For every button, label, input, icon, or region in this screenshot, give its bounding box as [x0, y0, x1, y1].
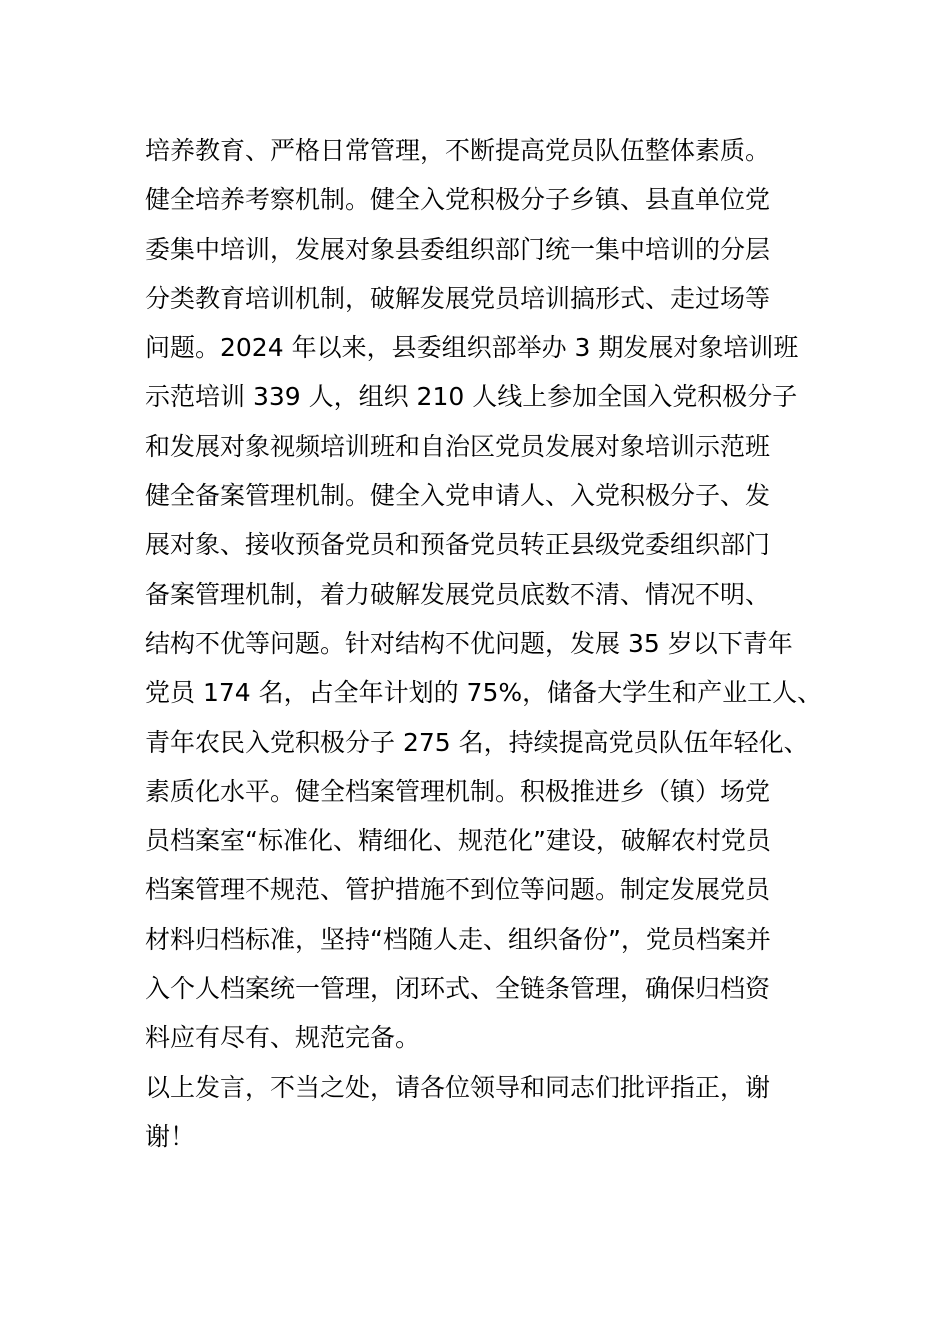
text-line: 材料归档标准，坚持“档随人走、组织备份”，党员档案并: [145, 924, 771, 954]
text-line: 问题。2024 年以来，县委组织部举办 3 期发展对象培训班: [145, 333, 799, 363]
text-line: 党员 174 名，占全年计划的 75%，储备大学生和产业工人、: [145, 678, 823, 708]
text-line: 料应有尽有、规范完备。: [145, 1023, 421, 1053]
text-line: 健全备案管理机制。健全入党申请人、入党积极分子、发: [145, 481, 771, 511]
text-line: 素质化水平。健全档案管理机制。积极推进乡（镇）场党: [145, 776, 771, 806]
text-line: 青年农民入党积极分子 275 名，持续提高党员队伍年轻化、: [145, 727, 809, 757]
text-line: 入个人档案统一管理，闭环式、全链条管理，确保归档资: [145, 974, 771, 1004]
text-line: 谢！: [145, 1121, 196, 1151]
text-line: 健全培养考察机制。健全入党积极分子乡镇、县直单位党: [145, 185, 771, 215]
text-line: 分类教育培训机制，破解发展党员培训搞形式、走过场等: [145, 283, 771, 313]
text-line: 以上发言，不当之处，请各位领导和同志们批评指正，谢: [145, 1072, 771, 1102]
body-text: [145, 126, 835, 1161]
text-line: 示范培训 339 人，组织 210 人线上参加全国入党积极分子: [145, 382, 798, 412]
text-line: 和发展对象视频培训班和自治区党员发展对象培训示范班: [145, 431, 771, 461]
text-line: 展对象、接收预备党员和预备党员转正县级党委组织部门: [145, 530, 771, 560]
text-line: 结构不优等问题。针对结构不优问题，发展 35 岁以下青年: [145, 628, 793, 658]
text-line: 备案管理机制，着力破解发展党员底数不清、情况不明、: [145, 579, 771, 609]
text-line: 委集中培训，发展对象县委组织部门统一集中培训的分层: [145, 234, 771, 264]
text-line: 培养教育、严格日常管理，不断提高党员队伍整体素质。: [145, 136, 771, 165]
text-line: 员档案室“标准化、精细化、规范化”建设，破解农村党员: [145, 826, 771, 856]
text-line: 档案管理不规范、管护措施不到位等问题。制定发展党员: [145, 875, 771, 905]
